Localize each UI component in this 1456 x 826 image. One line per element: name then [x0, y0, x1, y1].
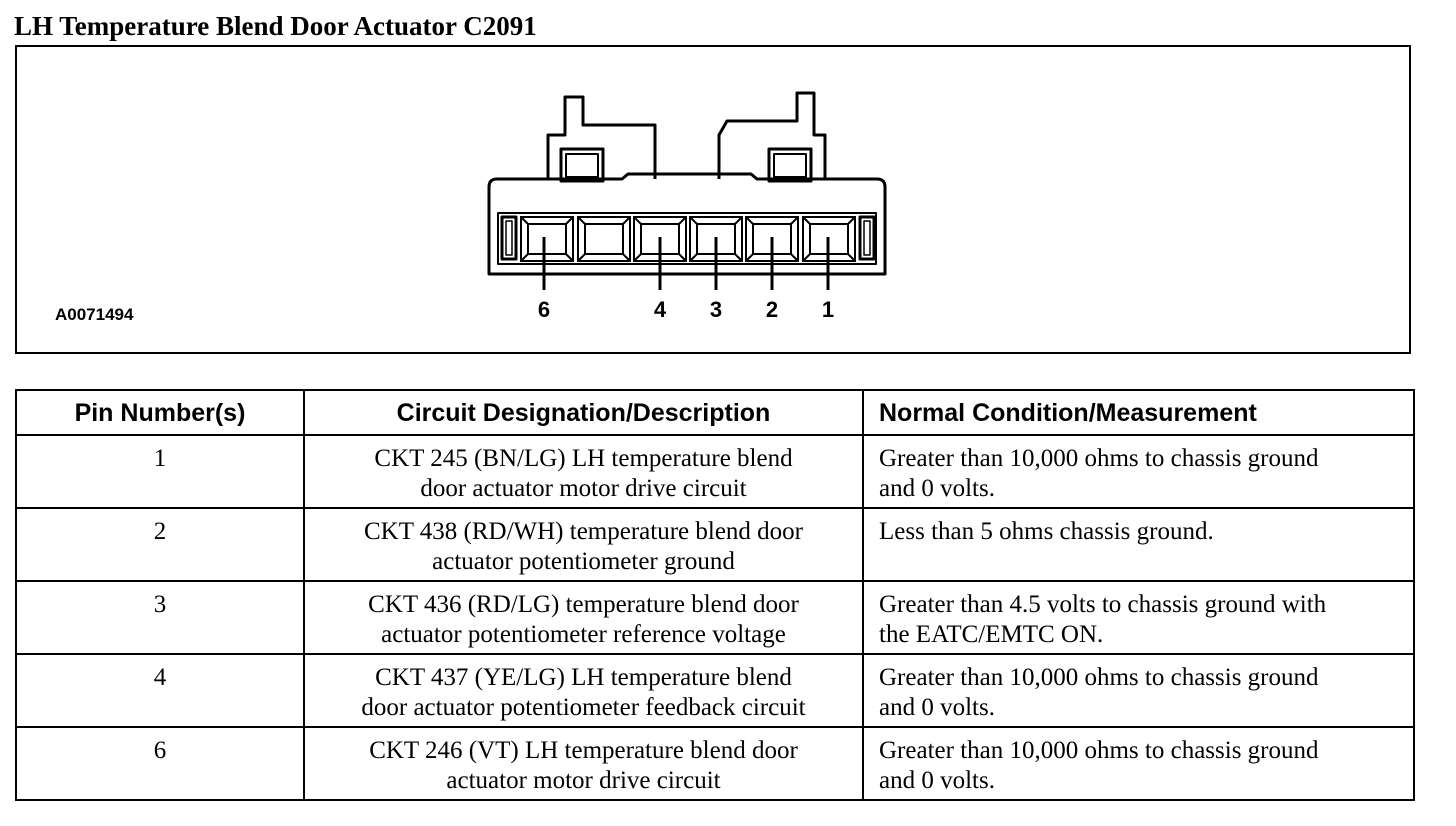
condition-line: Greater than 10,000 ohms to chassis ground [879, 445, 1319, 472]
condition-line: Greater than 10,000 ohms to chassis ground [879, 664, 1319, 691]
circuit-line: actuator motor drive circuit [446, 767, 721, 794]
circuit-line: CKT 436 (RD/LG) temperature blend door [368, 591, 799, 618]
terminal-6 [521, 217, 573, 261]
circuit-line: CKT 245 (BN/LG) LH temperature blend [374, 445, 793, 472]
page-title: LH Temperature Blend Door Actuator C2091 [14, 11, 537, 41]
circuit-line: door actuator potentiometer feedback circuit [361, 694, 806, 721]
pin-table [15, 389, 1415, 801]
left-key [502, 217, 516, 259]
condition-line: Less than 5 ohms chassis ground. [879, 518, 1214, 545]
condition-cell [863, 508, 1414, 581]
right-locking-tab [719, 93, 825, 179]
condition-line: and 0 volts. [879, 767, 995, 794]
pin-number-cell: 1 [16, 435, 304, 508]
condition-line: the EATC/EMTC ON. [879, 621, 1104, 648]
pin-label-2: 2 [765, 297, 779, 322]
circuit-line: CKT 438 (RD/WH) temperature blend door [363, 518, 803, 545]
table-row [16, 581, 1414, 654]
condition-cell [863, 654, 1414, 727]
circuit-line: CKT 246 (VT) LH temperature blend door [369, 737, 798, 764]
right-key [860, 217, 874, 259]
circuit-cell [304, 435, 863, 508]
pin-number-cell: 4 [16, 654, 304, 727]
pin-number-cell: 6 [16, 727, 304, 800]
circuit-cell [304, 654, 863, 727]
header-condition: Normal Condition/Measurement [863, 390, 1414, 435]
condition-cell [863, 727, 1414, 800]
table-row [16, 727, 1414, 800]
pin-number-cell: 3 [16, 581, 304, 654]
condition-line: and 0 volts. [879, 694, 995, 721]
condition-line: and 0 volts. [879, 475, 995, 502]
pin-label-4: 4 [653, 297, 667, 322]
circuit-cell [304, 727, 863, 800]
header-circuit: Circuit Designation/Description [304, 390, 863, 435]
connector-diagram [15, 45, 1411, 354]
pin-number-cell: 2 [16, 508, 304, 581]
table-row [16, 508, 1414, 581]
terminal-5 [578, 217, 630, 261]
condition-cell [863, 581, 1414, 654]
pin-label-1: 1 [821, 297, 835, 322]
circuit-line: CKT 437 (YE/LG) LH temperature blend [375, 664, 792, 691]
table-row [16, 654, 1414, 727]
header-pin-number: Pin Number(s) [16, 390, 304, 435]
circuit-cell [304, 581, 863, 654]
circuit-line: door actuator motor drive circuit [420, 475, 747, 502]
pin-label-3: 3 [709, 297, 723, 322]
table-row [16, 435, 1414, 508]
connector-drawing [17, 47, 1413, 356]
circuit-line: actuator potentiometer reference voltage [381, 621, 786, 648]
figure-id: A0071494 [55, 305, 134, 324]
condition-line: Greater than 10,000 ohms to chassis ground [879, 737, 1319, 764]
condition-line: Greater than 4.5 volts to chassis ground with [879, 591, 1327, 618]
condition-cell [863, 435, 1414, 508]
circuit-line: actuator potentiometer ground [432, 548, 735, 575]
circuit-cell [304, 508, 863, 581]
pin-label-6: 6 [537, 297, 551, 322]
table-header-row [16, 390, 1414, 435]
